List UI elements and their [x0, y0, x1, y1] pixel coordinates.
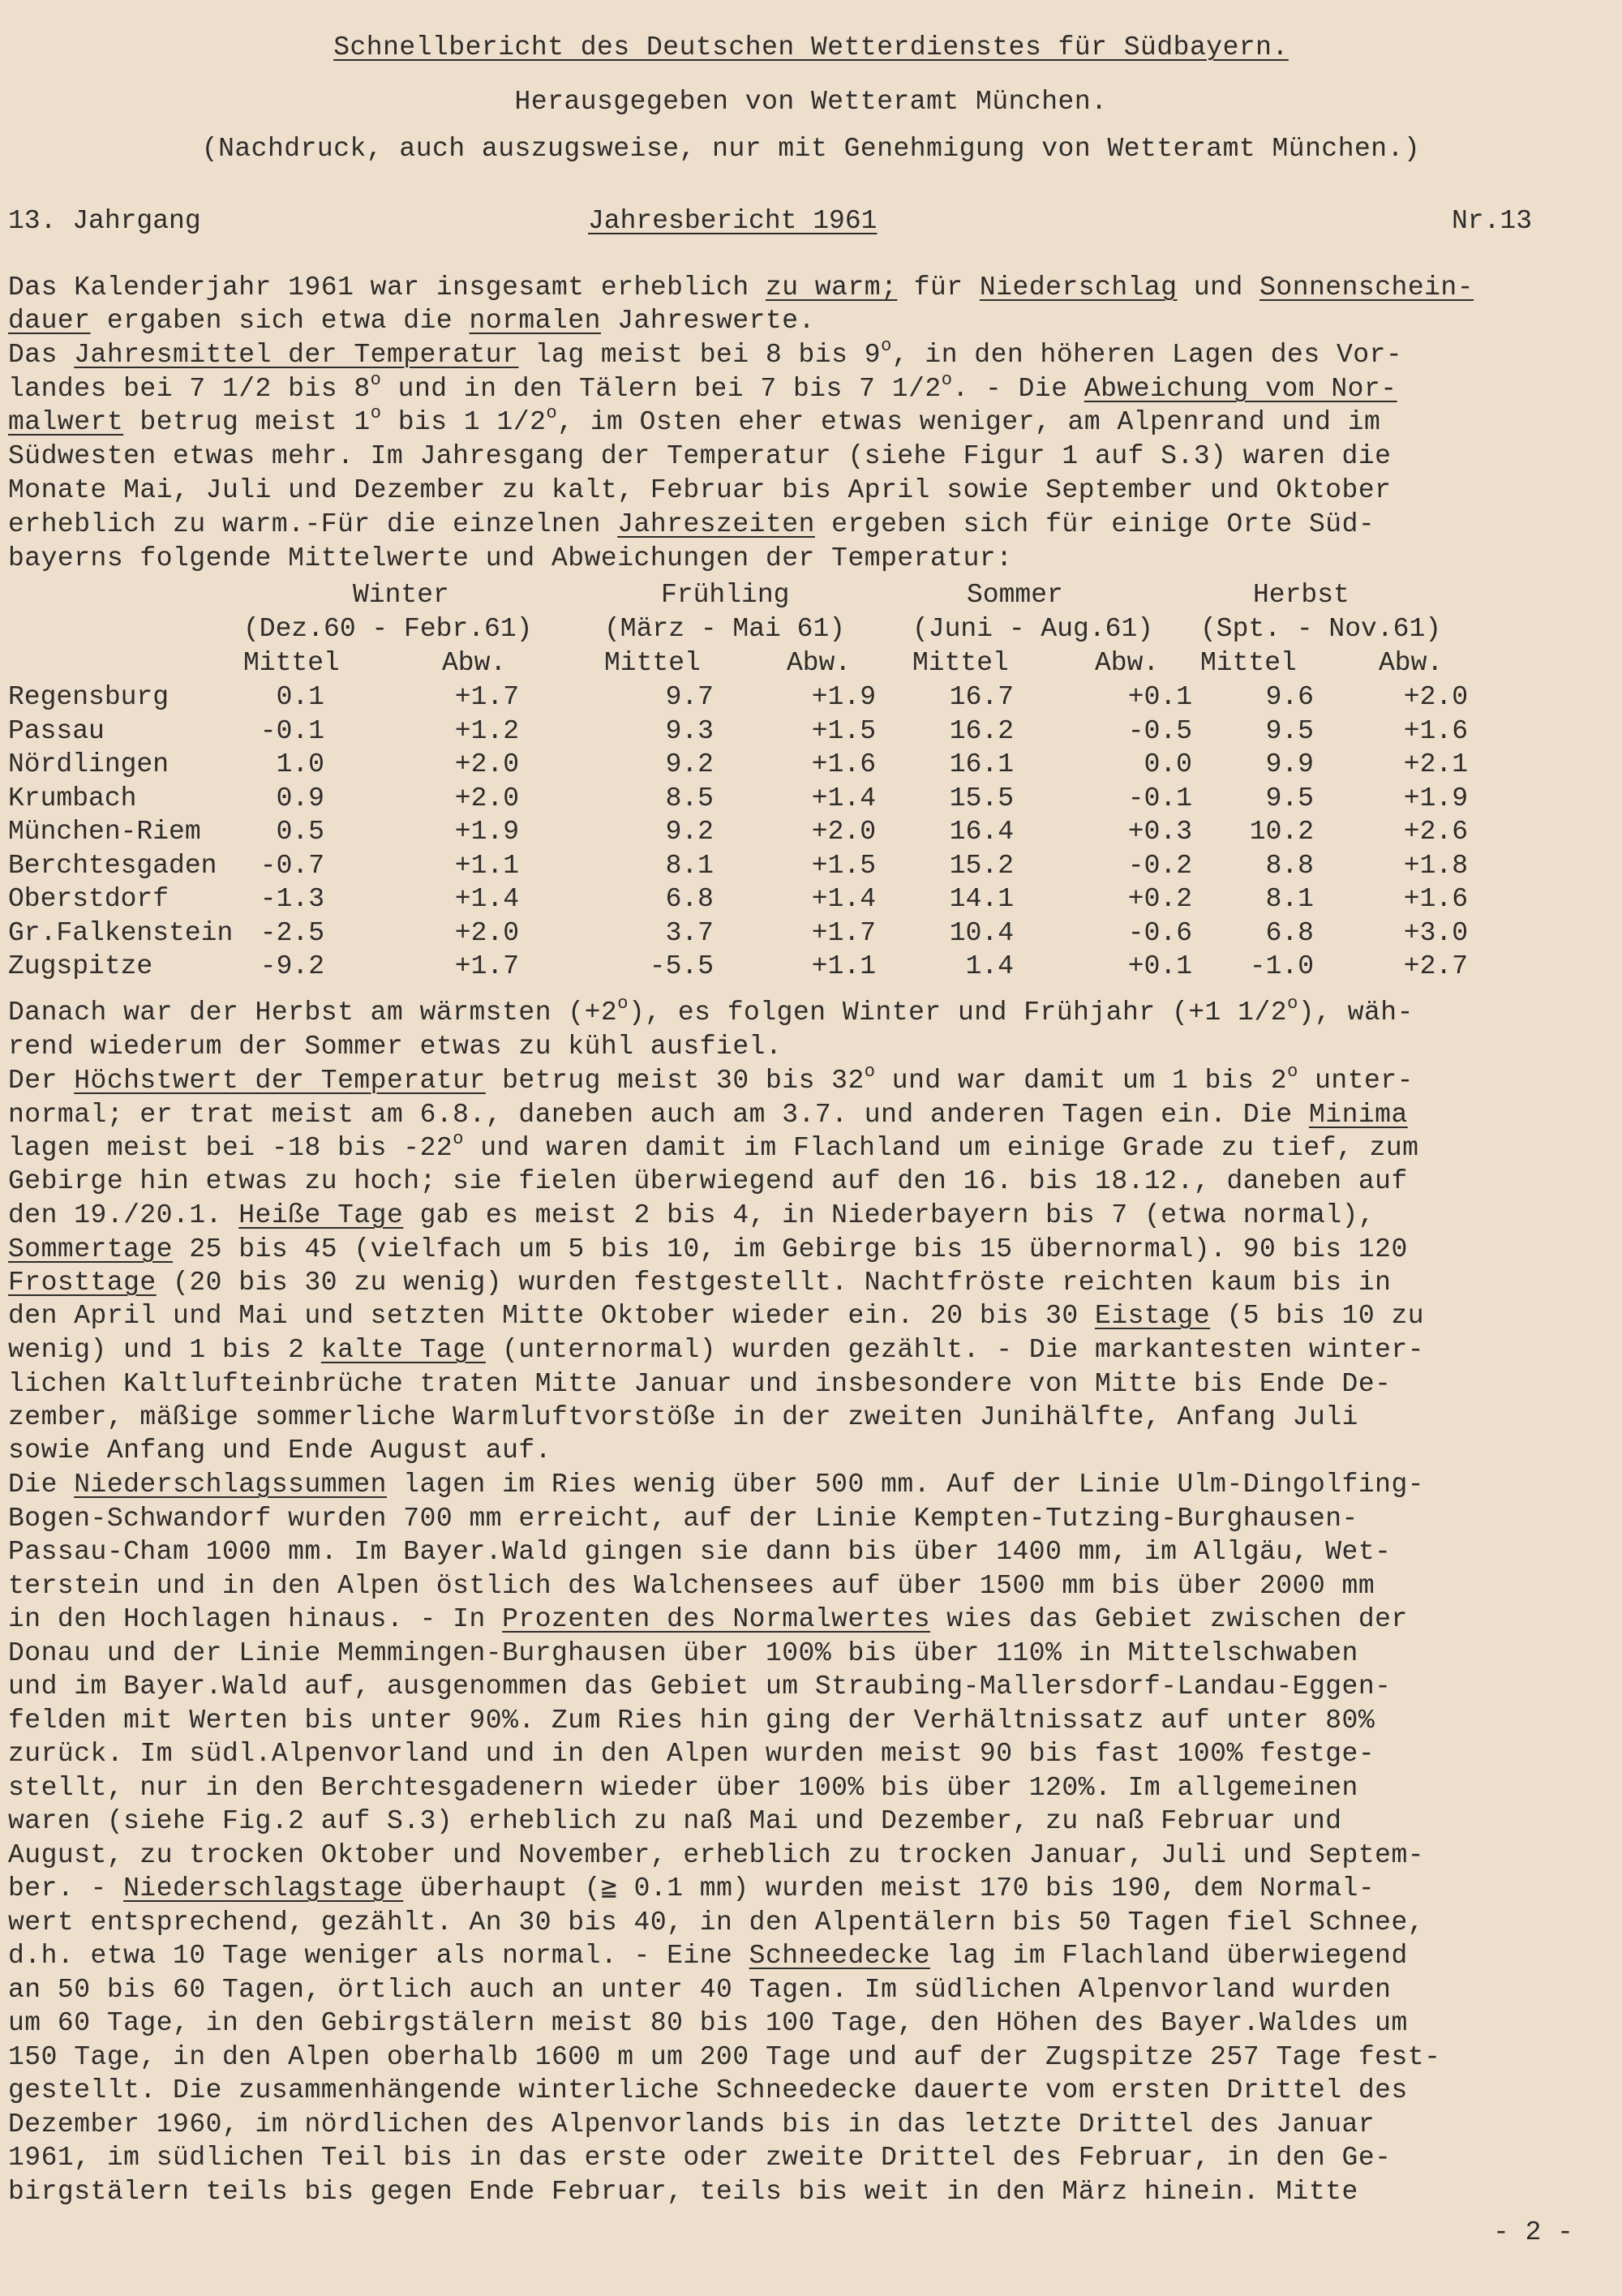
deviation-value-cell: -0.2	[1127, 850, 1192, 881]
text-line: Sommertage 25 bis 45 (vielfach um 5 bis 10, im Gebirge bis 15 übernormal). 90 bis 120	[8, 1234, 1408, 1264]
text-line: rend wiederum der Sommer etwas zu kühl ausfiel.	[8, 1032, 783, 1062]
mean-value-cell: 0.9	[276, 783, 324, 813]
table-season-row	[8, 578, 1614, 612]
mean-value-cell: 10.2	[1249, 817, 1314, 847]
text-line: terstein und in den Alpen östlich des Walchensees auf über 1500 mm bis über 2000 mm	[8, 1571, 1375, 1601]
period-header: (Dez.60 - Febr.61)	[243, 614, 533, 644]
text-line: erheblich zu warm.-Für die einzelnen Jahreszeiten ergeben sich für einige Orte Süd-	[8, 509, 1375, 539]
mean-value-cell: 9.3	[665, 715, 714, 746]
text-line: birgstälern teils bis gegen Ende Februar, teils bis weit in den März hinein. Mitte	[8, 2177, 1358, 2207]
deviation-value-cell: +2.0	[454, 749, 519, 779]
column-header-mean: Mittel	[604, 648, 701, 678]
mean-value-cell: -2.5	[260, 917, 324, 948]
mean-value-cell: 8.8	[1265, 850, 1314, 881]
deviation-value-cell: +0.2	[1127, 884, 1192, 914]
table-period-row	[8, 612, 1614, 646]
mean-value-cell: 6.8	[1265, 917, 1314, 948]
text-line: felden mit Werten bis unter 90%. Zum Ries hin ging der Verhältnissatz auf unter 80%	[8, 1706, 1375, 1736]
column-header-deviation: Abw.	[442, 648, 507, 678]
text-line: dauer ergaben sich etwa die normalen Jahreswerte.	[8, 306, 815, 336]
text-line: stellt, nur in den Berchtesgadenern wieder über 100% bis über 120%. Im allgemeinen	[8, 1773, 1358, 1803]
mean-value-cell: 9.7	[665, 682, 714, 712]
mean-value-cell: 9.5	[1265, 715, 1314, 746]
text-line: Gebirge hin etwas zu hoch; sie fielen überwiegend auf den 16. bis 18.12., daneben auf	[8, 1166, 1408, 1196]
text-line: 1961, im südlichen Teil bis in das erste oder zweite Drittel des Februar, in den Ge-	[8, 2143, 1392, 2173]
deviation-value-cell: +2.0	[1403, 682, 1468, 712]
deviation-value-cell: +0.1	[1127, 682, 1192, 712]
mean-value-cell: 9.2	[665, 749, 714, 779]
table-column-header-row	[8, 646, 1614, 680]
text-line: Monate Mai, Juli und Dezember zu kalt, Februar bis April sowie September und Oktober	[8, 475, 1392, 505]
text-line: wert entsprechend, gezählt. An 30 bis 40, in den Alpentälern bis 50 Tagen fiel Schnee,	[8, 1908, 1425, 1938]
reprint-notice: (Nachdruck, auch auszugsweise, nur mit Genehmigung von Wetteramt München.)	[201, 134, 1421, 164]
mean-value-cell: -0.1	[260, 715, 324, 746]
deviation-value-cell: +1.8	[1403, 850, 1468, 881]
deviation-value-cell: +2.0	[454, 783, 519, 813]
deviation-value-cell: +1.1	[811, 951, 876, 981]
deviation-value-cell: +2.0	[811, 817, 876, 847]
text-line: Dezember 1960, im nördlichen des Alpenvorlands bis in das letzte Drittel des Januar	[8, 2109, 1375, 2139]
table-row	[8, 849, 1614, 883]
season-header: Sommer	[967, 580, 1063, 610]
mean-value-cell: 9.6	[1265, 682, 1314, 712]
station-name: Regensburg	[8, 682, 169, 712]
mean-value-cell: 16.1	[949, 749, 1014, 779]
text-line: Die Niederschlagssummen lagen im Ries wenig über 500 mm. Auf der Linie Ulm-Dingolfing-	[8, 1470, 1425, 1500]
deviation-value-cell: +2.0	[454, 917, 519, 948]
report-title: Schnellbericht des Deutschen Wetterdienstes für Südbayern.	[333, 32, 1289, 62]
table-row	[8, 815, 1614, 849]
deviation-value-cell: +1.9	[454, 817, 519, 847]
deviation-value-cell: +1.5	[811, 850, 876, 881]
table-row	[8, 782, 1614, 816]
text-line: um 60 Tage, in den Gebirgstälern meist 80 bis 100 Tage, den Höhen des Bayer.Waldes um	[8, 2008, 1408, 2038]
deviation-value-cell: +1.7	[454, 951, 519, 981]
text-line: lagen meist bei -18 bis -22$^o$ und waren damit im Flachland um einige Grade zu tief, zum	[8, 1129, 1419, 1163]
mean-value-cell: -1.0	[1249, 951, 1314, 981]
deviation-value-cell: +3.0	[1403, 917, 1468, 948]
text-line: den April und Mai und setzten Mitte Oktober wieder ein. 20 bis 30 Eistage (5 bis 10 zu	[8, 1301, 1425, 1331]
text-line: zember, mäßige sommerliche Warmluftvorstöße in der zweiten Junihälfte, Anfang Juli	[8, 1402, 1358, 1432]
column-header-mean: Mittel	[912, 648, 1009, 678]
deviation-value-cell: +1.1	[454, 850, 519, 881]
text-line: den 19./20.1. Heiße Tage gab es meist 2 bis 4, in Niederbayern bis 7 (etwa normal),	[8, 1200, 1375, 1230]
deviation-value-cell: 0.0	[1144, 749, 1192, 779]
mean-value-cell: 16.2	[949, 715, 1014, 746]
column-header-mean: Mittel	[1200, 648, 1297, 678]
issue-number: Nr.13	[1452, 206, 1533, 236]
text-line: normal; er trat meist am 6.8., daneben auch am 3.7. und anderen Tagen ein. Die Minima	[8, 1100, 1408, 1130]
mean-value-cell: 1.4	[965, 951, 1014, 981]
text-line: gestellt. Die zusammenhängende winterliche Schneedecke dauerte vom ersten Drittel des	[8, 2075, 1408, 2105]
deviation-value-cell: +1.4	[811, 783, 876, 813]
deviation-value-cell: +1.2	[454, 715, 519, 746]
text-line: und im Bayer.Wald auf, ausgenommen das Gebiet um Straubing-Mallersdorf-Landau-Eggen-	[8, 1672, 1392, 1702]
mean-value-cell: -9.2	[260, 951, 324, 981]
table-row	[8, 748, 1614, 782]
deviation-value-cell: -0.1	[1127, 783, 1192, 813]
deviation-value-cell: +0.3	[1127, 817, 1192, 847]
table-row	[8, 950, 1614, 984]
station-name: München-Riem	[8, 817, 201, 847]
text-line: malwert betrug meist 1$^o$ bis 1 1/2$^o$, im Osten eher etwas weniger, am Alpenrand und im	[8, 403, 1381, 437]
text-line: Das Jahresmittel der Temperatur lag meist bei 8 bis 9$^o$, in den höheren Lagen des Vor-	[8, 336, 1403, 370]
mean-value-cell: 16.7	[949, 682, 1014, 712]
mean-value-cell: 9.9	[1265, 749, 1314, 779]
text-line: Bogen-Schwandorf wurden 700 mm erreicht, auf der Linie Kempten-Tutzing-Burghausen-	[8, 1504, 1358, 1534]
mean-value-cell: 0.5	[276, 817, 324, 847]
period-header: (Juni - Aug.61)	[912, 614, 1154, 644]
text-line: Passau-Cham 1000 mm. Im Bayer.Wald gingen sie dann bis über 1400 mm, im Allgäu, Wet-	[8, 1537, 1392, 1567]
deviation-value-cell: +1.9	[1403, 783, 1468, 813]
text-line: Frosttage (20 bis 30 zu wenig) wurden festgestellt. Nachtfröste reichten kaum bis in	[8, 1268, 1392, 1298]
deviation-value-cell: +1.7	[454, 682, 519, 712]
deviation-value-cell: +1.4	[454, 884, 519, 914]
column-header-deviation: Abw.	[1095, 648, 1160, 678]
mean-value-cell: 1.0	[276, 749, 324, 779]
station-name: Nördlingen	[8, 749, 169, 779]
text-line: lichen Kaltlufteinbrüche traten Mitte Januar und insbesondere von Mitte bis Ende De-	[8, 1369, 1392, 1399]
mean-value-cell: 16.4	[949, 817, 1014, 847]
volume-label: 13. Jahrgang	[8, 206, 201, 236]
mean-value-cell: -1.3	[260, 884, 324, 914]
deviation-value-cell: +2.6	[1403, 817, 1468, 847]
mean-value-cell: 3.7	[665, 917, 714, 948]
text-line: an 50 bis 60 Tagen, örtlich auch an unter 40 Tagen. Im südlichen Alpenvorland wurden	[8, 1975, 1392, 2005]
station-name: Oberstdorf	[8, 884, 169, 914]
table-row	[8, 916, 1614, 951]
season-header: Herbst	[1253, 580, 1350, 610]
text-line: Danach war der Herbst am wärmsten $(+2^o)$, es folgen Winter und Frühjahr (+1 1/2$^o$), wäh-	[8, 994, 1414, 1028]
text-line: Das Kalenderjahr 1961 war insgesamt erheblich zu warm; für Niederschlag und Sonnenschein-	[8, 273, 1474, 303]
deviation-value-cell: +1.9	[811, 682, 876, 712]
text-line: ber. - Niederschlagstage überhaupt (≧ 0.1 mm) wurden meist 170 bis 190, dem Normal-	[8, 1873, 1375, 1903]
text-line: d.h. etwa 10 Tage weniger als normal. - Eine Schneedecke lag im Flachland überwiegend	[8, 1941, 1408, 1971]
deviation-value-cell: +0.1	[1127, 951, 1192, 981]
table-row	[8, 680, 1614, 715]
station-name: Gr.Falkenstein	[8, 917, 234, 948]
column-header-mean: Mittel	[243, 648, 340, 678]
mean-value-cell: 14.1	[949, 884, 1014, 914]
mean-value-cell: 0.1	[276, 682, 324, 712]
mean-value-cell: 15.5	[949, 783, 1014, 813]
period-header: (März - Mai 61)	[604, 614, 846, 644]
deviation-value-cell: +1.7	[811, 917, 876, 948]
text-line: sowie Anfang und Ende August auf.	[8, 1436, 552, 1466]
text-line: August, zu trocken Oktober und November, erheblich zu trocken Januar, Juli und Septem-	[8, 1840, 1425, 1870]
mean-value-cell: 10.4	[949, 917, 1014, 948]
mean-value-cell: 8.5	[665, 783, 714, 813]
season-header: Winter	[353, 580, 449, 610]
text-line: in den Hochlagen hinaus. - In Prozenten des Normalwertes wies das Gebiet zwischen der	[8, 1604, 1408, 1634]
text-line: 150 Tage, in den Alpen oberhalb 1600 m um 200 Tage und auf der Zugspitze 257 Tage fest-	[8, 2042, 1441, 2072]
report-heading: Jahresbericht 1961	[588, 206, 878, 236]
mean-value-cell: 9.5	[1265, 783, 1314, 813]
mean-value-cell: -0.7	[260, 850, 324, 881]
station-name: Berchtesgaden	[8, 850, 217, 881]
deviation-value-cell: -0.6	[1127, 917, 1192, 948]
deviation-value-cell: +2.1	[1403, 749, 1468, 779]
text-line: Südwesten etwas mehr. Im Jahresgang der Temperatur (siehe Figur 1 auf S.3) waren die	[8, 441, 1392, 471]
column-header-deviation: Abw.	[1379, 648, 1444, 678]
publisher-line: Herausgegeben von Wetteramt München.	[514, 87, 1108, 117]
station-name: Zugspitze	[8, 951, 153, 981]
season-header: Frühling	[661, 580, 790, 610]
text-line: waren (siehe Fig.2 auf S.3) erheblich zu naß Mai und Dezember, zu naß Februar und	[8, 1806, 1342, 1836]
text-line: bayerns folgende Mittelwerte und Abweichungen der Temperatur:	[8, 543, 1013, 573]
text-line: landes bei 7 1/2 bis 8$^o$ und in den Tälern bei 7 bis 7 1/2$^o$. - Die Abweichung vom Nor-	[8, 370, 1397, 404]
mean-value-cell: 8.1	[665, 850, 714, 881]
mean-value-cell: 15.2	[949, 850, 1014, 881]
mean-value-cell: 9.2	[665, 817, 714, 847]
deviation-value-cell: +1.6	[1403, 884, 1468, 914]
mean-value-cell: 8.1	[1265, 884, 1314, 914]
deviation-value-cell: +1.6	[1403, 715, 1468, 746]
page-number: - 2 -	[1492, 2217, 1573, 2247]
text-line: Donau und der Linie Memmingen-Burghausen über 100% bis über 110% in Mittelschwaben	[8, 1638, 1358, 1668]
table-row	[8, 882, 1614, 916]
deviation-value-cell: +1.6	[811, 749, 876, 779]
text-line: Der Höchstwert der Temperatur betrug meist 30 bis 32$^o$ und war damit um 1 bis 2$^o$ unter-	[8, 1062, 1414, 1096]
station-name: Passau	[8, 715, 105, 746]
mean-value-cell: 6.8	[665, 884, 714, 914]
deviation-value-cell: +1.5	[811, 715, 876, 746]
text-line: wenig) und 1 bis 2 kalte Tage (unternormal) wurden gezählt. - Die markantesten winter-	[8, 1335, 1425, 1365]
column-header-deviation: Abw.	[787, 648, 852, 678]
station-name: Krumbach	[8, 783, 137, 813]
deviation-value-cell: +1.4	[811, 884, 876, 914]
mean-value-cell: -5.5	[649, 951, 714, 981]
deviation-value-cell: +2.7	[1403, 951, 1468, 981]
deviation-value-cell: -0.5	[1127, 715, 1192, 746]
period-header: (Spt. - Nov.61)	[1200, 614, 1442, 644]
table-row	[8, 715, 1614, 749]
text-line: zurück. Im südl.Alpenvorland und in den Alpen wurden meist 90 bis fast 100% festge-	[8, 1739, 1375, 1769]
